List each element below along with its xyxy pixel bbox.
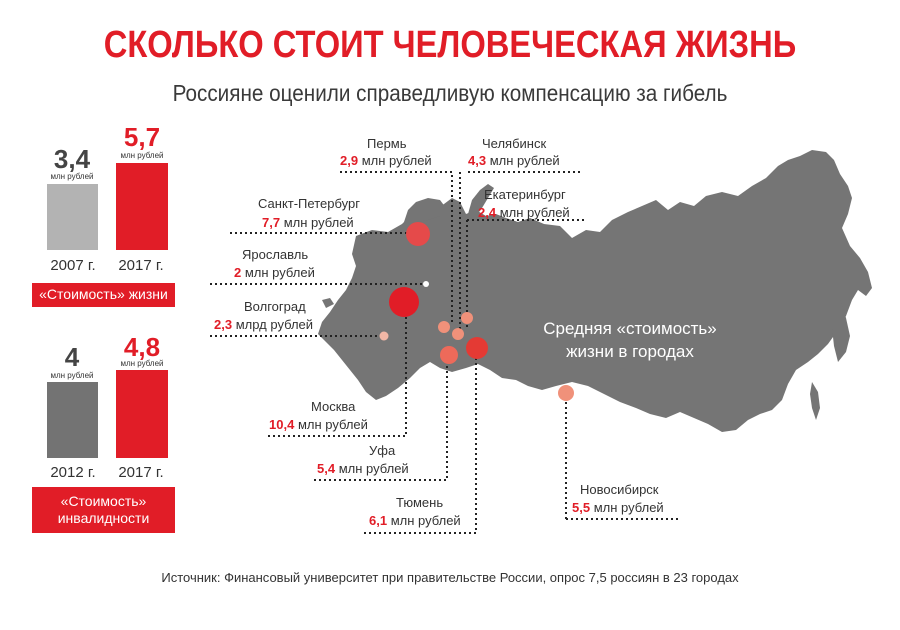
- disability-bar-2012-year: 2012 г.: [50, 464, 96, 481]
- city-name-tyumen: Тюмень: [396, 495, 444, 510]
- marker-spb: [406, 222, 430, 246]
- sakhalin: [810, 382, 820, 420]
- marker-chelyabinsk: [461, 312, 473, 324]
- city-value-novosibirsk: 5,5 млн рублей: [572, 500, 664, 515]
- disability-bar-2012-unit: млн рублей: [50, 371, 94, 380]
- city-name-ekaterinburg: Екатеринбург: [484, 187, 566, 202]
- life-bar-2017-year: 2017 г.: [118, 257, 164, 274]
- city-value-spb: 7,7 млн рублей: [262, 215, 354, 230]
- city-name-ufa: Уфа: [369, 443, 396, 458]
- map-caption-line1: Средняя «стоимость»: [543, 319, 717, 338]
- life-bar-2007-value: 3,4: [53, 144, 91, 174]
- city-name-novosibirsk: Новосибирск: [580, 482, 659, 497]
- city-name-volgograd: Волгоград: [244, 299, 306, 314]
- city-value-perm: 2,9 млн рублей: [340, 153, 432, 168]
- city-value-chelyabinsk: 4,3 млн рублей: [468, 153, 560, 168]
- infographic-title: СКОЛЬКО СТОИТ ЧЕЛОВЕЧЕСКАЯ ЖИЗНЬ: [103, 24, 797, 66]
- marker-volgograd: [380, 332, 389, 341]
- marker-yaroslavl: [423, 281, 429, 287]
- life-cost-label: «Стоимость» жизни: [32, 283, 175, 307]
- kaliningrad: [322, 298, 334, 308]
- city-value-moscow: 10,4 млн рублей: [269, 417, 368, 432]
- marker-ekaterinburg: [452, 328, 464, 340]
- city-value-ufa: 5,4 млн рублей: [317, 461, 409, 476]
- life-bar-2017-unit: млн рублей: [120, 151, 164, 160]
- life-bar-2007-unit: млн рублей: [50, 172, 94, 181]
- marker-novosibirsk: [558, 385, 574, 401]
- marker-moscow: [389, 287, 419, 317]
- marker-perm: [438, 321, 450, 333]
- infographic-subtitle: Россияне оценили справедливую компенсацию за гибель: [172, 80, 728, 106]
- city-name-perm: Пермь: [367, 136, 407, 151]
- disability-bar-2017-value: 4,8: [123, 332, 161, 362]
- life-bar-2017-value: 5,7: [123, 122, 161, 152]
- disability-cost-label-line2: инвалидности: [57, 510, 150, 526]
- map-caption-line2: жизни в городах: [566, 341, 694, 361]
- source-note: Источник: Финансовый университет при правительстве России, опрос 7,5 россиян в 23 городах: [161, 570, 739, 585]
- map-caption: [520, 318, 740, 364]
- disability-cost-label-line1: «Стоимость»: [60, 492, 147, 509]
- city-value-tyumen: 6,1 млн рублей: [369, 513, 461, 528]
- city-name-moscow: Москва: [311, 399, 356, 414]
- city-name-chelyabinsk: Челябинск: [482, 136, 547, 151]
- disability-bar-2017-year: 2017 г.: [118, 464, 164, 481]
- city-value-ekaterinburg: 2,4 млн рублей: [478, 205, 570, 220]
- life-bar-2007-year: 2007 г.: [50, 257, 96, 274]
- disability-bar-2017-unit: млн рублей: [120, 359, 164, 368]
- city-name-spb: Санкт-Петербург: [258, 196, 360, 211]
- city-value-yaroslavl: 2 млн рублей: [234, 265, 315, 280]
- disability-bar-2012-value: 4: [64, 342, 80, 372]
- city-value-volgograd: 2,3 млрд рублей: [214, 317, 314, 332]
- marker-ufa: [440, 346, 458, 364]
- marker-tyumen: [466, 337, 488, 359]
- city-name-yaroslavl: Ярославль: [242, 247, 309, 262]
